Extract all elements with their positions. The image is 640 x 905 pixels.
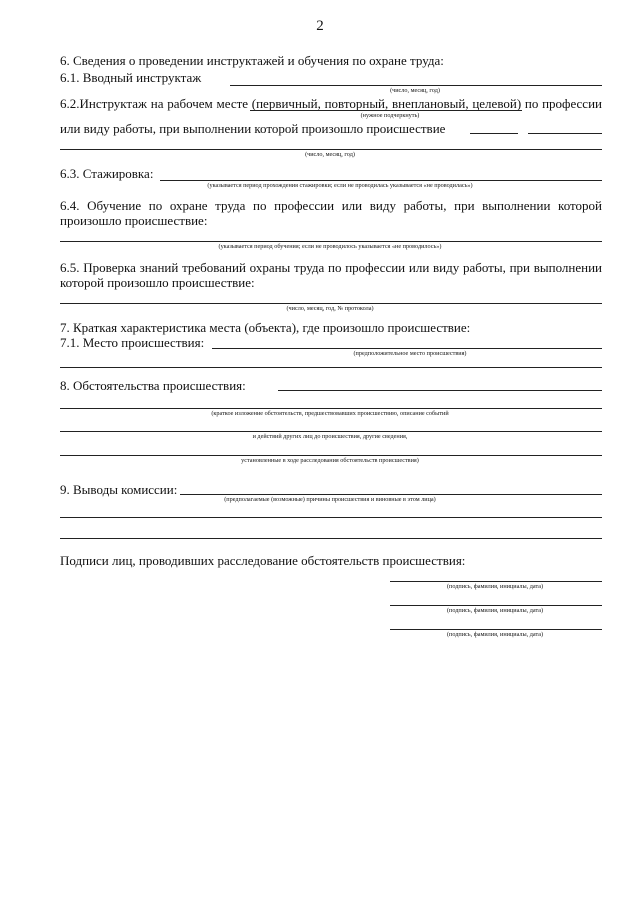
section-6-2-caption-date: (число, месяц, год) bbox=[305, 151, 355, 158]
section-9-line-1[interactable] bbox=[60, 517, 602, 518]
signature-caption-2: (подпись, фамилия, инициалы, дата) bbox=[446, 607, 544, 614]
section-8-line-1[interactable] bbox=[60, 408, 602, 409]
section-8-caption-1: (краткое изложение обстоятельств, предшествовавших происшествию, описание событий bbox=[211, 410, 449, 417]
section-9-heading: 9. Выводы комиссии: bbox=[60, 482, 178, 497]
section-6-1-line[interactable] bbox=[230, 85, 602, 86]
section-6-3-label: 6.3. Стажировка: bbox=[60, 166, 154, 181]
section-6-1-caption: (число, месяц, год) bbox=[390, 87, 440, 94]
section-6-5-caption: (число, месяц, год, № протокола) bbox=[286, 305, 374, 312]
section-6-2-type-underline bbox=[250, 110, 522, 111]
section-8-line-3[interactable] bbox=[60, 455, 602, 456]
section-6-1-label: 6.1. Вводный инструктаж bbox=[60, 70, 202, 85]
section-6-5-line2: которой произошло происшествие: bbox=[60, 275, 255, 290]
signature-caption-1: (подпись, фамилия, инициалы, дата) bbox=[446, 583, 544, 590]
section-8-line-0[interactable] bbox=[278, 390, 602, 391]
section-6-4-line1: 6.4. Обучение по охране труда по профессии или виду работы, при выполнении которой bbox=[60, 198, 602, 213]
section-6-5-line[interactable] bbox=[60, 303, 602, 304]
section-8-heading: 8. Обстоятельства происшествия: bbox=[60, 378, 246, 393]
section-7-1-line[interactable] bbox=[212, 348, 602, 349]
section-9-caption: (предполагаемые (возможные) причины происшествия и виновные в этом лица) bbox=[224, 496, 436, 503]
section-6-4-line[interactable] bbox=[60, 241, 602, 242]
section-6-2-caption-underline: (нужное подчеркнуть) bbox=[360, 112, 420, 119]
signature-line-3[interactable] bbox=[390, 629, 602, 630]
section-6-2-date-line[interactable] bbox=[60, 149, 602, 150]
section-6-3-caption: (указывается период прохождения стажировки; если не проводилась указывается «не проводилась») bbox=[207, 182, 473, 189]
section-6-3-line[interactable] bbox=[160, 180, 602, 181]
signature-line-2[interactable] bbox=[390, 605, 602, 606]
section-9-line-2[interactable] bbox=[60, 538, 602, 539]
section-6-2-line2: или виду работы, при выполнении которой произошло происшествие bbox=[60, 121, 446, 136]
section-6-4-line2: произошло происшествие: bbox=[60, 213, 208, 228]
section-7-1-label: 7.1. Место происшествия: bbox=[60, 335, 205, 350]
section-6-4-caption: (указывается период обучения; если не проводилось указывается «не проводилось») bbox=[218, 243, 442, 250]
signature-caption-3: (подпись, фамилия, инициалы, дата) bbox=[446, 631, 544, 638]
section-7-extra-line[interactable] bbox=[60, 367, 602, 368]
section-6-5-line1: 6.5. Проверка знаний требований охраны труда по профессии или виду работы, при выполнении bbox=[60, 260, 602, 275]
section-8-line-2[interactable] bbox=[60, 431, 602, 432]
page-number: 2 bbox=[316, 18, 324, 34]
section-8-caption-3: установленные в ходе расследования обстоятельств происшествия) bbox=[241, 457, 419, 464]
section-7-1-caption: (предположительное место происшествия) bbox=[353, 350, 467, 357]
section-6-2-profession-line-a[interactable] bbox=[470, 133, 518, 134]
signature-line-1[interactable] bbox=[390, 581, 602, 582]
section-6-heading: 6. Сведения о проведении инструктажей и обучения по охране труда: bbox=[60, 53, 444, 68]
section-7-heading: 7. Краткая характеристика места (объекта), где произошло происшествие: bbox=[60, 320, 471, 335]
signatures-heading: Подписи лиц, проводивших расследование обстоятельств происшествия: bbox=[60, 553, 466, 568]
section-6-2-profession-line-b[interactable] bbox=[528, 133, 602, 134]
section-8-caption-2: и действий других лиц до происшествия, другие сведения, bbox=[252, 433, 408, 440]
section-9-line-0[interactable] bbox=[180, 494, 602, 495]
section-6-2-line1: 6.2.Инструктаж на рабочем месте (первичный, повторный, внеплановый, целевой) по профессии bbox=[60, 96, 602, 111]
